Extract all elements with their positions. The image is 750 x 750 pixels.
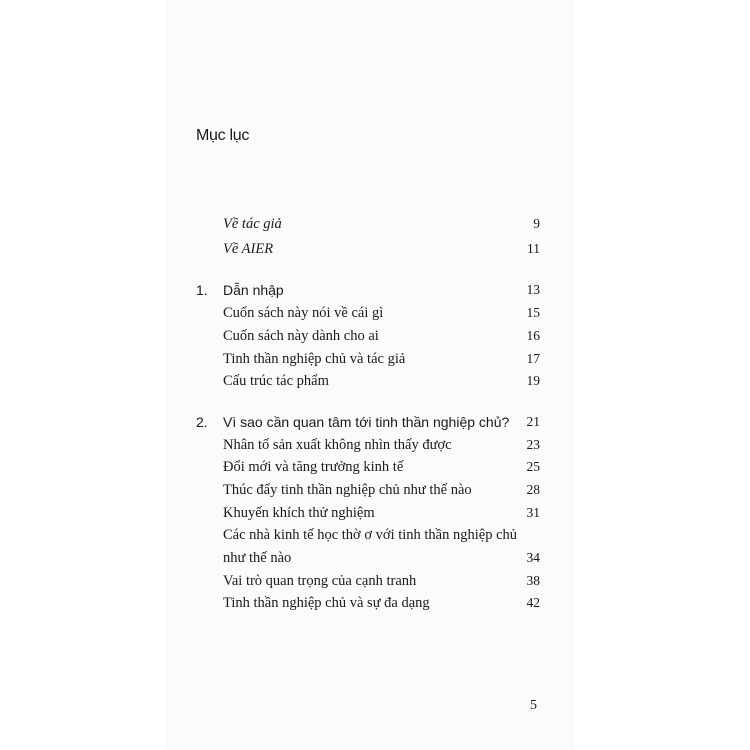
toc-entry-about-author bbox=[0, 216, 750, 240]
section-label: Đổi mới và tăng trưởng kinh tế bbox=[223, 459, 404, 475]
section-page: 38 bbox=[526, 573, 540, 588]
toc-section bbox=[0, 482, 750, 506]
section-label: Vai trò quan trọng của cạnh tranh bbox=[223, 573, 417, 589]
section-page: 42 bbox=[526, 595, 540, 610]
toc-entry-about-aier bbox=[0, 241, 750, 265]
toc-section bbox=[0, 595, 750, 619]
page-title: Mục lục bbox=[196, 127, 250, 144]
toc-section bbox=[0, 550, 750, 574]
section-page: 16 bbox=[526, 328, 540, 343]
section-label: Cuốn sách này nói về cái gì bbox=[223, 305, 384, 321]
toc-section bbox=[0, 573, 750, 597]
toc-section bbox=[0, 527, 750, 551]
toc-chapter-1 bbox=[0, 282, 750, 306]
section-label: Nhân tố sản xuất không nhìn thấy được bbox=[223, 437, 452, 453]
section-page: 25 bbox=[526, 459, 540, 474]
section-page: 34 bbox=[526, 550, 540, 565]
section-label: Khuyến khích thử nghiệm bbox=[223, 505, 375, 521]
toc-section bbox=[0, 373, 750, 397]
chapter-title: Dẫn nhập bbox=[223, 282, 284, 298]
section-page: 28 bbox=[526, 482, 540, 497]
section-page: 23 bbox=[526, 437, 540, 452]
toc-entry-page: 11 bbox=[527, 241, 540, 256]
section-label: như thế nào bbox=[223, 550, 292, 566]
section-page: 17 bbox=[526, 351, 540, 366]
section-label: Tinh thần nghiệp chủ và sự đa dạng bbox=[223, 595, 430, 611]
toc-section bbox=[0, 437, 750, 461]
toc-entry-label: Về tác giả bbox=[223, 216, 282, 232]
toc-section bbox=[0, 305, 750, 329]
toc-section bbox=[0, 505, 750, 529]
section-page: 19 bbox=[526, 373, 540, 388]
chapter-page: 13 bbox=[526, 282, 540, 297]
toc-section bbox=[0, 351, 750, 375]
toc-entry-label: Về AIER bbox=[223, 241, 274, 257]
page-number: 5 bbox=[530, 698, 537, 713]
section-label: Tinh thần nghiệp chủ và tác giả bbox=[223, 351, 406, 367]
section-page: 15 bbox=[526, 305, 540, 320]
chapter-number: 1. bbox=[196, 282, 208, 298]
chapter-number: 2. bbox=[196, 414, 208, 430]
toc-chapter-2 bbox=[0, 414, 750, 438]
section-label: Thúc đẩy tinh thần nghiệp chủ như thế nào bbox=[223, 482, 472, 498]
section-page: 31 bbox=[526, 505, 540, 520]
section-label: Cấu trúc tác phẩm bbox=[223, 373, 329, 389]
section-label: Các nhà kinh tế học thờ ơ với tinh thần nghiệp chủ bbox=[223, 527, 518, 543]
chapter-page: 21 bbox=[526, 414, 540, 429]
section-label: Cuốn sách này dành cho ai bbox=[223, 328, 379, 344]
toc-section bbox=[0, 459, 750, 483]
chapter-title: Vì sao cần quan tâm tới tinh thần nghiệp chủ? bbox=[223, 414, 510, 430]
toc-section bbox=[0, 328, 750, 352]
toc-entry-page: 9 bbox=[533, 216, 540, 231]
